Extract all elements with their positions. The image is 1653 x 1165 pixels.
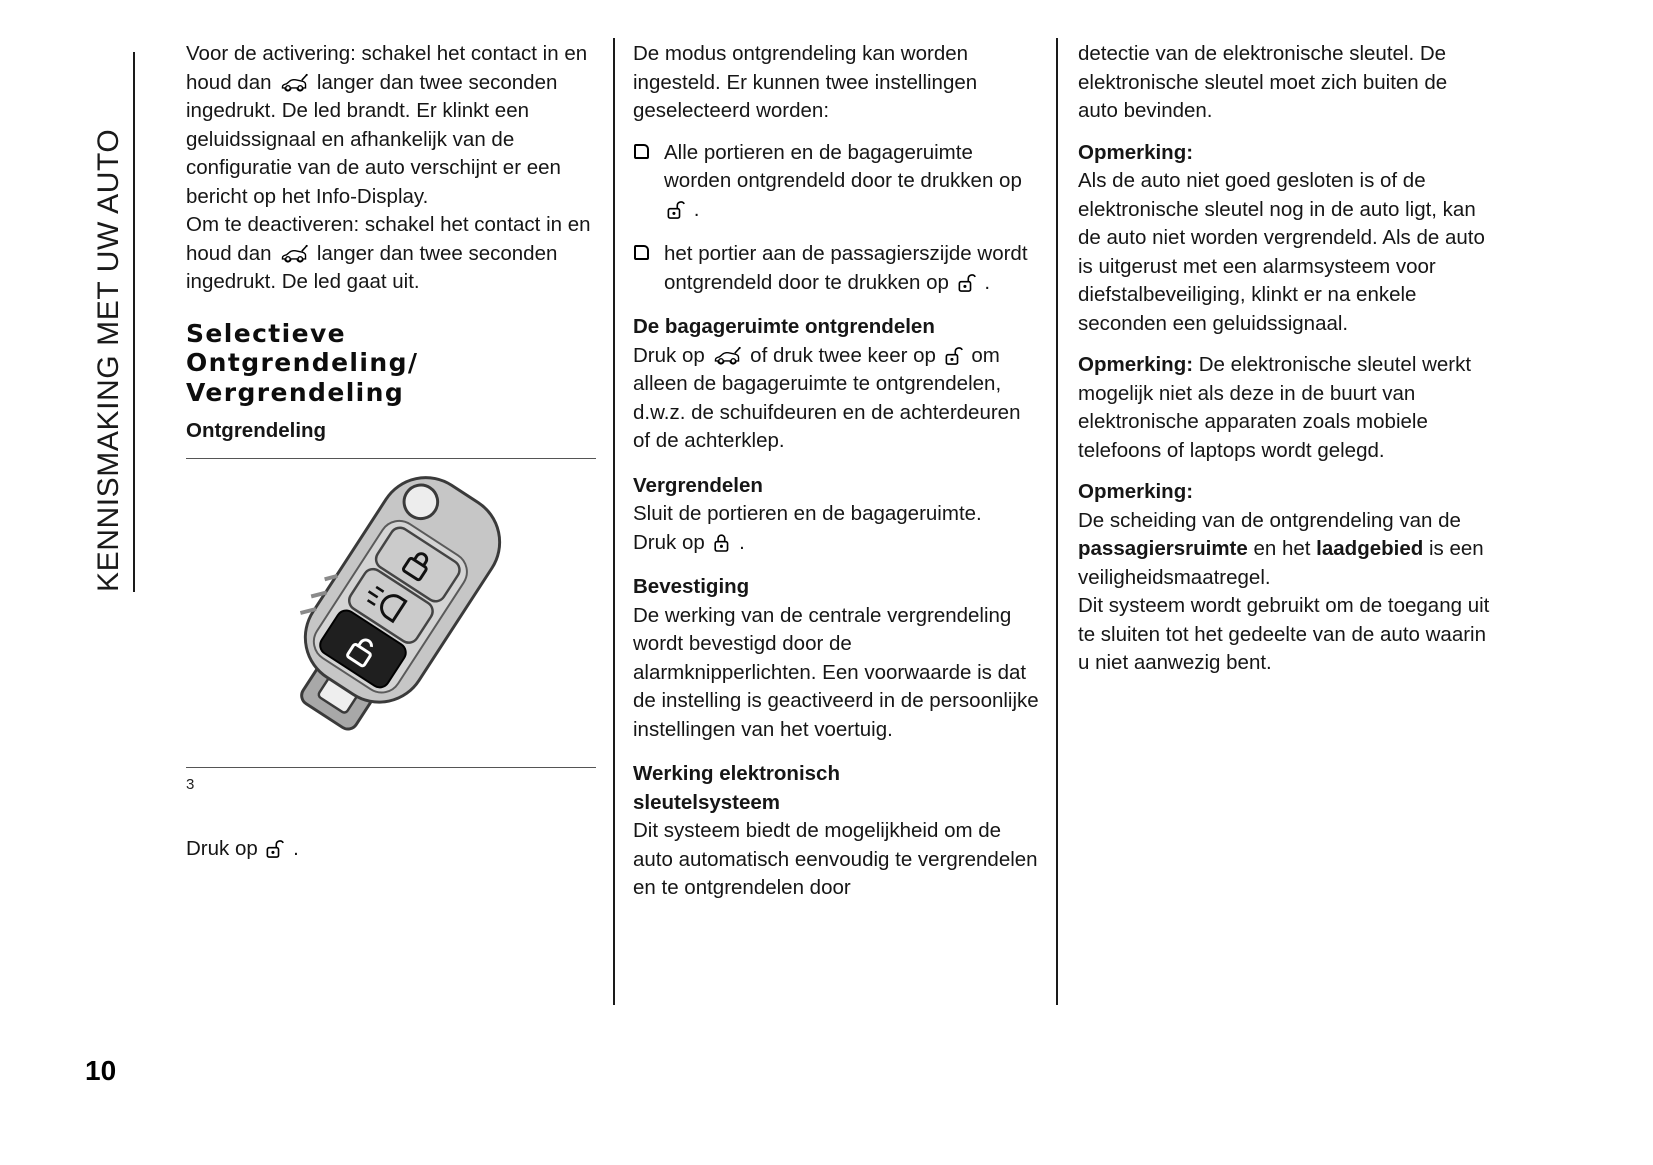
section-heading: Vergrendelen: [633, 473, 763, 497]
bullet-item: [633, 240, 1040, 297]
column-3: [1078, 40, 1492, 691]
bold-text: laadgebied: [1316, 537, 1424, 560]
key-fob-illustration: [186, 459, 596, 767]
column-2: [633, 40, 1040, 916]
bold-text: Opmerking:: [1078, 480, 1194, 503]
paragraph: Opmerking: De scheiding van de ontgrendeling van de passagiersruimte en het laadgebied is een veiligheidsmaatregel. Dit systeem wordt gebruikt om de toegang uit te sluiten tot het gedeelte van de auto waarin u niet aanwezig bent.: [1078, 480, 1490, 674]
figure-number: 3: [186, 775, 195, 793]
lock-icon: [713, 532, 730, 553]
section-heading: Werking elektronisch sleutelsysteem: [633, 762, 840, 814]
unlock-icon: [266, 838, 284, 859]
bold-text: Opmerking:: [1078, 140, 1194, 164]
paragraph: De modus ontgrendeling kan worden ingesteld. Er kunnen twee instellingen geselecteerd worden:: [633, 42, 978, 122]
bullet-text: het portier aan de passagierszijde wordt ontgrendeld door te drukken op .: [664, 242, 1028, 294]
page-number: 10: [85, 1055, 117, 1086]
boot-release-icon: [280, 244, 308, 264]
column-1: [186, 40, 596, 877]
paragraph: Voor de activering: schakel het contact in en houd dan langer dan twee seconden ingedrukt. De led brandt. Er klinkt een geluidssignaal en afhankelijk van de configuratie van de auto verschijnt er een bericht op het Info-Display. Om te deactiveren: schakel het contact in en houd dan langer dan twee seconden ingedrukt. De led gaat uit.: [186, 42, 591, 293]
figure-key-fob: [186, 458, 596, 800]
paragraph: Druk op of druk twee keer op om alleen de bagageruimte te ontgrendelen, d.w.z. de schuifdeuren en de achterdeuren of de achterklep.: [633, 343, 1021, 452]
section-heading: De bagageruimte ontgrendelen: [633, 315, 935, 338]
bullet-item: [633, 139, 1040, 225]
column-divider-1: [613, 38, 615, 1005]
chapter-title-text: KENNISMAKING MET UW AUTO: [92, 128, 125, 592]
boot-release-icon: [280, 73, 308, 93]
figure-rule-bottom: [186, 767, 596, 768]
square-bullet-icon: [634, 144, 649, 159]
chapter-title-vertical: [92, 52, 135, 592]
bold-text: Opmerking:: [1078, 353, 1194, 376]
paragraph: Druk op .: [186, 837, 299, 860]
bullet-text: Alle portieren en de bagageruimte worden ontgrendeld door te drukken op .: [664, 140, 1022, 221]
bold-text: passagiersruimte: [1078, 537, 1248, 560]
unlock-icon: [945, 345, 963, 366]
paragraph: Opmerking: Als de auto niet goed gesloten is of de elektronische sleutel nog in de auto ligt, kan de auto niet worden vergrendeld. Als de auto is uitgerust met een alarmsysteem voor diefstalbeveiliging, klinkt er na enkele seconden een geluidssignaal.: [1078, 140, 1485, 335]
paragraph: Sluit de portieren en de bagageruimte. Druk op .: [633, 502, 982, 554]
section-heading: Bevestiging: [633, 575, 750, 598]
unlock-icon: [667, 199, 685, 220]
paragraph: detectie van de elektronische sleutel. De elektronische sleutel moet zich buiten de auto bevinden.: [1078, 42, 1448, 122]
square-bullet-icon: [634, 245, 649, 260]
boot-release-icon: [713, 346, 741, 366]
sub-heading: Ontgrendeling: [186, 419, 327, 442]
column-divider-2: [1056, 38, 1058, 1005]
unlock-icon: [958, 272, 976, 293]
main-heading: Selectieve Ontgrendeling/ Vergrendeling: [186, 318, 419, 407]
paragraph: Dit systeem biedt de mogelijkheid om de auto automatisch eenvoudig te vergrendelen en te ontgrendelen door: [633, 819, 1038, 899]
paragraph: De werking van de centrale vergrendeling wordt bevestigd door de alarmknipperlichten. Een voorwaarde is dat de instelling is geactiveerd in de persoonlijke instellingen van het voertuig.: [633, 603, 1039, 741]
paragraph: Opmerking: De elektronische sleutel werkt mogelijk niet als deze in de buurt van elektronische apparaten zoals mobiele telefoons of laptops wordt gelegd.: [1078, 353, 1472, 462]
